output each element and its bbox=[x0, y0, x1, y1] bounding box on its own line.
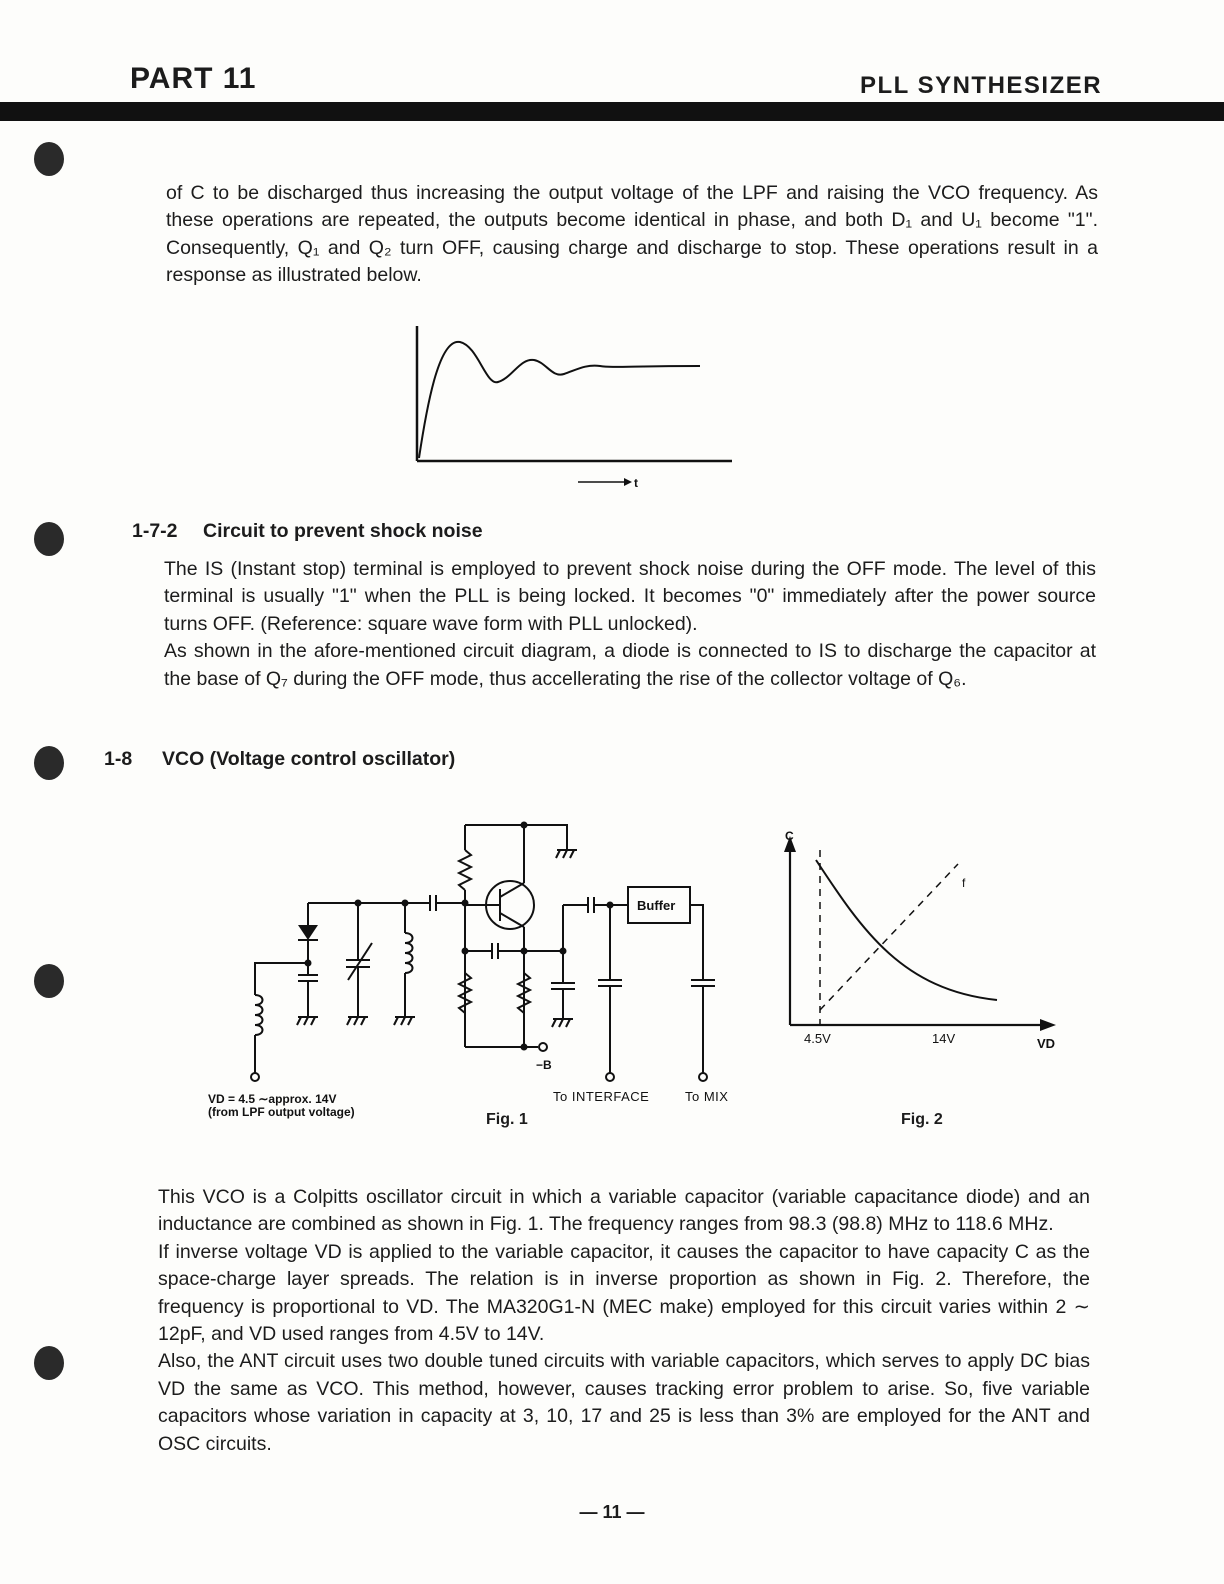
to-mix-terminal bbox=[699, 1073, 707, 1081]
minus-b-terminal bbox=[539, 1043, 547, 1051]
header-rule bbox=[0, 102, 1224, 121]
to-interface-label: To INTERFACE bbox=[553, 1089, 650, 1104]
section-number-1-7-2: 1-7-2 bbox=[132, 520, 178, 542]
response-curve bbox=[419, 342, 700, 458]
shock-noise-paragraphs bbox=[164, 556, 1096, 693]
buffer-label: Buffer bbox=[637, 898, 676, 913]
tick-14v: 14V bbox=[932, 1031, 956, 1046]
response-graph bbox=[400, 318, 740, 498]
part-label: PART 11 bbox=[130, 62, 257, 95]
minus-b-label: −B bbox=[536, 1058, 552, 1072]
vco-description bbox=[158, 1184, 1090, 1458]
shock-noise-paragraph-1: The IS (Instant stop) terminal is employed to prevent shock noise during the OFF mode. The level of this terminal is usually "1" when the PLL is being locked. It becomes "0" immediately after the power source turns OFF. (Reference: square wave form with PLL unlocked). bbox=[164, 558, 1096, 635]
vco-paragraph-2: If inverse voltage VD is applied to the variable capacitor, it causes the capacitor to have capacity C as the space-charge layer spreads. The relation is in inverse proportion as shown in Fig. 2. Therefore, the frequency is proportional to VD. The MA320G1-N (MEC make) employed for this circuit varies within 2 ∼ 12pF, and VD used ranges from 4.5V to 14V. bbox=[158, 1240, 1090, 1346]
section-title-shock-noise: Circuit to prevent shock noise bbox=[203, 520, 483, 542]
collector-rail bbox=[465, 825, 567, 850]
fig1-caption: Fig. 1 bbox=[486, 1111, 528, 1128]
vd-feed-wire bbox=[255, 963, 308, 995]
ground-icon bbox=[552, 1019, 573, 1027]
ground-icon bbox=[556, 850, 577, 858]
section-title-vco: VCO (Voltage control oscillator) bbox=[162, 748, 456, 770]
capacitance-frequency-graph bbox=[772, 820, 1072, 1060]
vco-paragraph-1: This VCO is a Colpitts oscillator circuit in which a variable capacitor (variable capacitance diode) and an inductance are combined as shown in Fig. 1. The frequency ranges from 98.3 (98.8) MHz to 118.6 MHz. bbox=[158, 1186, 1090, 1236]
page-number: — 11 — bbox=[579, 1502, 645, 1522]
fig2-caption: Fig. 2 bbox=[901, 1111, 943, 1128]
vd-source-note: (from LPF output voltage) bbox=[208, 1105, 355, 1119]
vd-terminal bbox=[251, 1073, 259, 1081]
punch-hole-icon bbox=[34, 522, 64, 556]
intro-text: of C to be discharged thus increasing the output voltage of the LPF and raising the VCO frequency. As these operations are repeated, the outputs become identical in phase, and both D₁ and U₁ become "1". Consequently, Q₁ and Q₂ turn OFF, causing charge and discharge to stop. These operations result in a response as illustrated below. bbox=[166, 182, 1098, 287]
intro-paragraph bbox=[166, 180, 1098, 290]
capacitance-axis-label: C bbox=[785, 829, 794, 843]
punch-hole-icon bbox=[34, 142, 64, 176]
trimmer-arrow bbox=[348, 943, 372, 980]
varactor-diode-icon bbox=[298, 925, 318, 940]
capacitance-curve bbox=[816, 860, 997, 1000]
punch-hole-icon bbox=[34, 1346, 64, 1380]
to-mix-label: To MIX bbox=[685, 1089, 729, 1104]
frequency-line bbox=[820, 864, 958, 1010]
ground-icon bbox=[347, 1017, 368, 1025]
x-axis-arrow-icon bbox=[1040, 1019, 1056, 1031]
bias-resistor-top bbox=[459, 850, 471, 890]
vd-axis-label: VD bbox=[1037, 1036, 1056, 1051]
ground-icon bbox=[297, 1017, 318, 1025]
shock-noise-paragraph-2: As shown in the afore-mentioned circuit diagram, a diode is connected to IS to discharge the capacitor at the base of Q₇ during the OFF mode, thus accellerating the rise of the collector voltage of Q₆. bbox=[164, 640, 1096, 690]
vd-choke-coil bbox=[255, 995, 263, 1035]
chapter-title: PLL SYNTHESIZER bbox=[860, 72, 1103, 99]
vco-paragraph-3: Also, the ANT circuit uses two double tuned circuits with variable capacitors, which serves to apply DC bias VD the same as VCO. This method, however, causes tracking error problem to arise. So, five variable capacitors whose variation in capacity at 3, 10, 17 and 25 is less than 3% are employed for the ANT and OSC circuits. bbox=[158, 1350, 1090, 1455]
section-number-1-8: 1-8 bbox=[104, 748, 133, 770]
punch-hole-icon bbox=[34, 964, 64, 998]
tank-inductor bbox=[405, 933, 413, 973]
vd-range-note: VD = 4.5 ∼approx. 14V bbox=[208, 1092, 337, 1106]
frequency-curve-label: f bbox=[962, 876, 966, 890]
punch-hole-icon bbox=[34, 746, 64, 780]
to-interface-terminal bbox=[606, 1073, 614, 1081]
time-axis-label: t bbox=[634, 476, 638, 490]
time-arrow-head-icon bbox=[624, 478, 632, 486]
ground-icon bbox=[394, 1017, 415, 1025]
vco-circuit-schematic bbox=[200, 815, 760, 1135]
tick-4-5v: 4.5V bbox=[804, 1031, 831, 1046]
